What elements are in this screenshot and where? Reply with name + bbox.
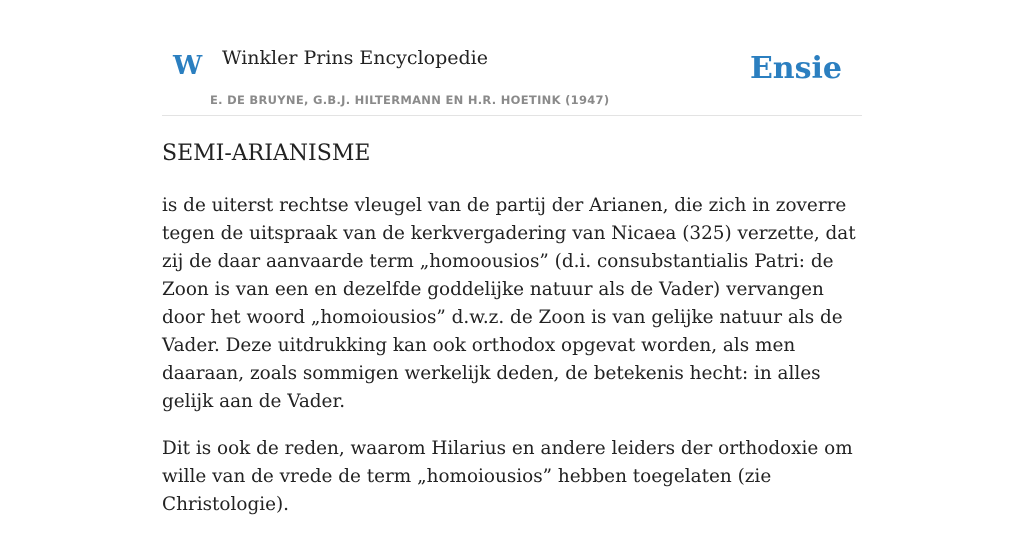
entry-paragraph-1: is de uiterst rechtse vleugel van de partij der Arianen, die zich in zoverre tegen de uitspraak van de kerkvergadering van Nicaea (325) verzette, dat zij de daar aanvaarde term „homoousios” (d.i. consubstantialis Patri: de Zoon is van een en dezelfde goddelijke natuur als de Vader) vervangen door het woord „homoiousios” d.w.z. de Zoon is van gelijke natuur als de Vader. Deze uitdrukking kan ook orthodox opgevat worden, als men daaraan, zoals sommigen werkelijk deden, de betekenis hecht: in alles gelijk aan de Vader. <box>162 195 856 412</box>
entry-title: SEMI-ARIANISME <box>162 141 371 166</box>
entry-paragraph-2: Dit is ook de reden, waarom Hilarius en andere leiders der orthodoxie om wille van de vrede de term „homoiousios” hebben toegelaten (zie Christologie). <box>162 438 853 515</box>
header <box>162 0 862 116</box>
book-title[interactable]: Winkler Prins Encyclopedie <box>222 47 488 69</box>
page <box>162 0 862 515</box>
ensie-logo[interactable]: Ensie <box>749 51 842 86</box>
entry-body <box>162 192 862 538</box>
book-authors: E. DE BRUYNE, G.B.J. HILTERMANN EN H.R. HOETINK (1947) <box>210 93 610 107</box>
book-logo-icon[interactable]: W <box>173 51 203 81</box>
